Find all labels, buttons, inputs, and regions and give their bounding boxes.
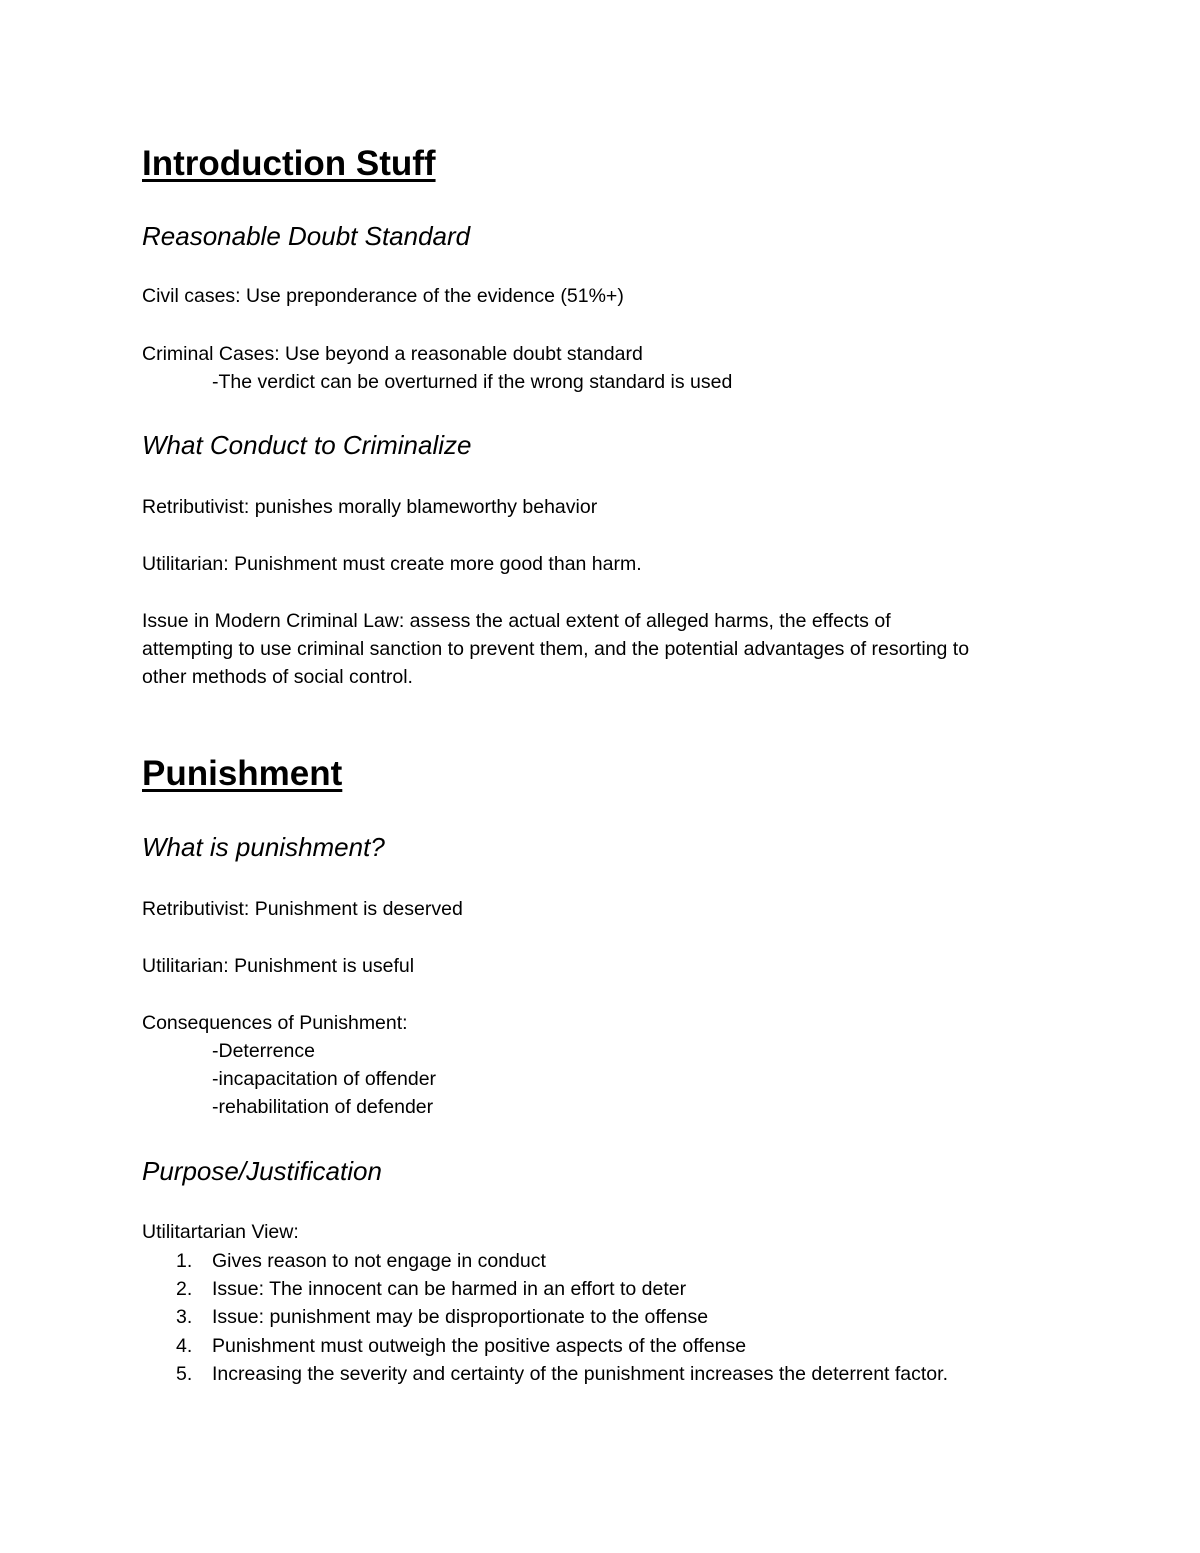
paragraph-consequences-label: Consequences of Punishment: (142, 1012, 408, 1034)
paragraph-view-label: Utilitartarian View: (142, 1221, 299, 1243)
paragraph-utilitarian-1: Utilitarian: Punishment must create more good than harm. (142, 553, 642, 575)
paragraph-retributivist-1: Retributivist: punishes morally blameworthy behavior (142, 496, 598, 518)
paragraph-criminal-cases: Criminal Cases: Use beyond a reasonable doubt standard (142, 343, 643, 365)
consequence-item-incapacitation: -incapacitation of offender (212, 1068, 437, 1090)
section-title-introduction: Introduction Stuff (142, 144, 436, 183)
list-item: Gives reason to not engage in conduct (212, 1250, 546, 1272)
consequence-item-rehabilitation: -rehabilitation of defender (212, 1096, 434, 1118)
list-item: Punishment must outweigh the positive aspects of the offense (212, 1335, 747, 1357)
consequence-item-deterrence: -Deterrence (212, 1040, 315, 1062)
list-number: 5. (176, 1363, 193, 1385)
list-number: 1. (176, 1250, 193, 1272)
subheading-what-conduct: What Conduct to Criminalize (142, 430, 472, 460)
paragraph-retributivist-2: Retributivist: Punishment is deserved (142, 898, 463, 920)
paragraph-issue-line-3: other methods of social control. (142, 666, 413, 688)
section-title-punishment: Punishment (142, 754, 343, 793)
list-item: Increasing the severity and certainty of the punishment increases the deterrent factor. (212, 1363, 948, 1385)
list-item: Issue: The innocent can be harmed in an effort to deter (212, 1278, 687, 1300)
subheading-reasonable-doubt: Reasonable Doubt Standard (142, 221, 471, 251)
list-number: 2. (176, 1278, 193, 1300)
paragraph-utilitarian-2: Utilitarian: Punishment is useful (142, 955, 415, 977)
subheading-what-is-punishment: What is punishment? (142, 832, 385, 862)
paragraph-civil-cases: Civil cases: Use preponderance of the evidence (51%+) (142, 285, 624, 307)
list-number: 4. (176, 1335, 193, 1357)
paragraph-issue-line-1: Issue in Modern Criminal Law: assess the actual extent of alleged harms, the effects of (142, 610, 891, 632)
list-item: Issue: punishment may be disproportionate to the offense (212, 1306, 709, 1328)
list-number: 3. (176, 1306, 193, 1328)
subheading-purpose-justification: Purpose/Justification (142, 1156, 382, 1186)
paragraph-criminal-note: -The verdict can be overturned if the wrong standard is used (212, 371, 733, 393)
paragraph-issue-line-2: attempting to use criminal sanction to prevent them, and the potential advantages of resorting to (142, 638, 970, 660)
